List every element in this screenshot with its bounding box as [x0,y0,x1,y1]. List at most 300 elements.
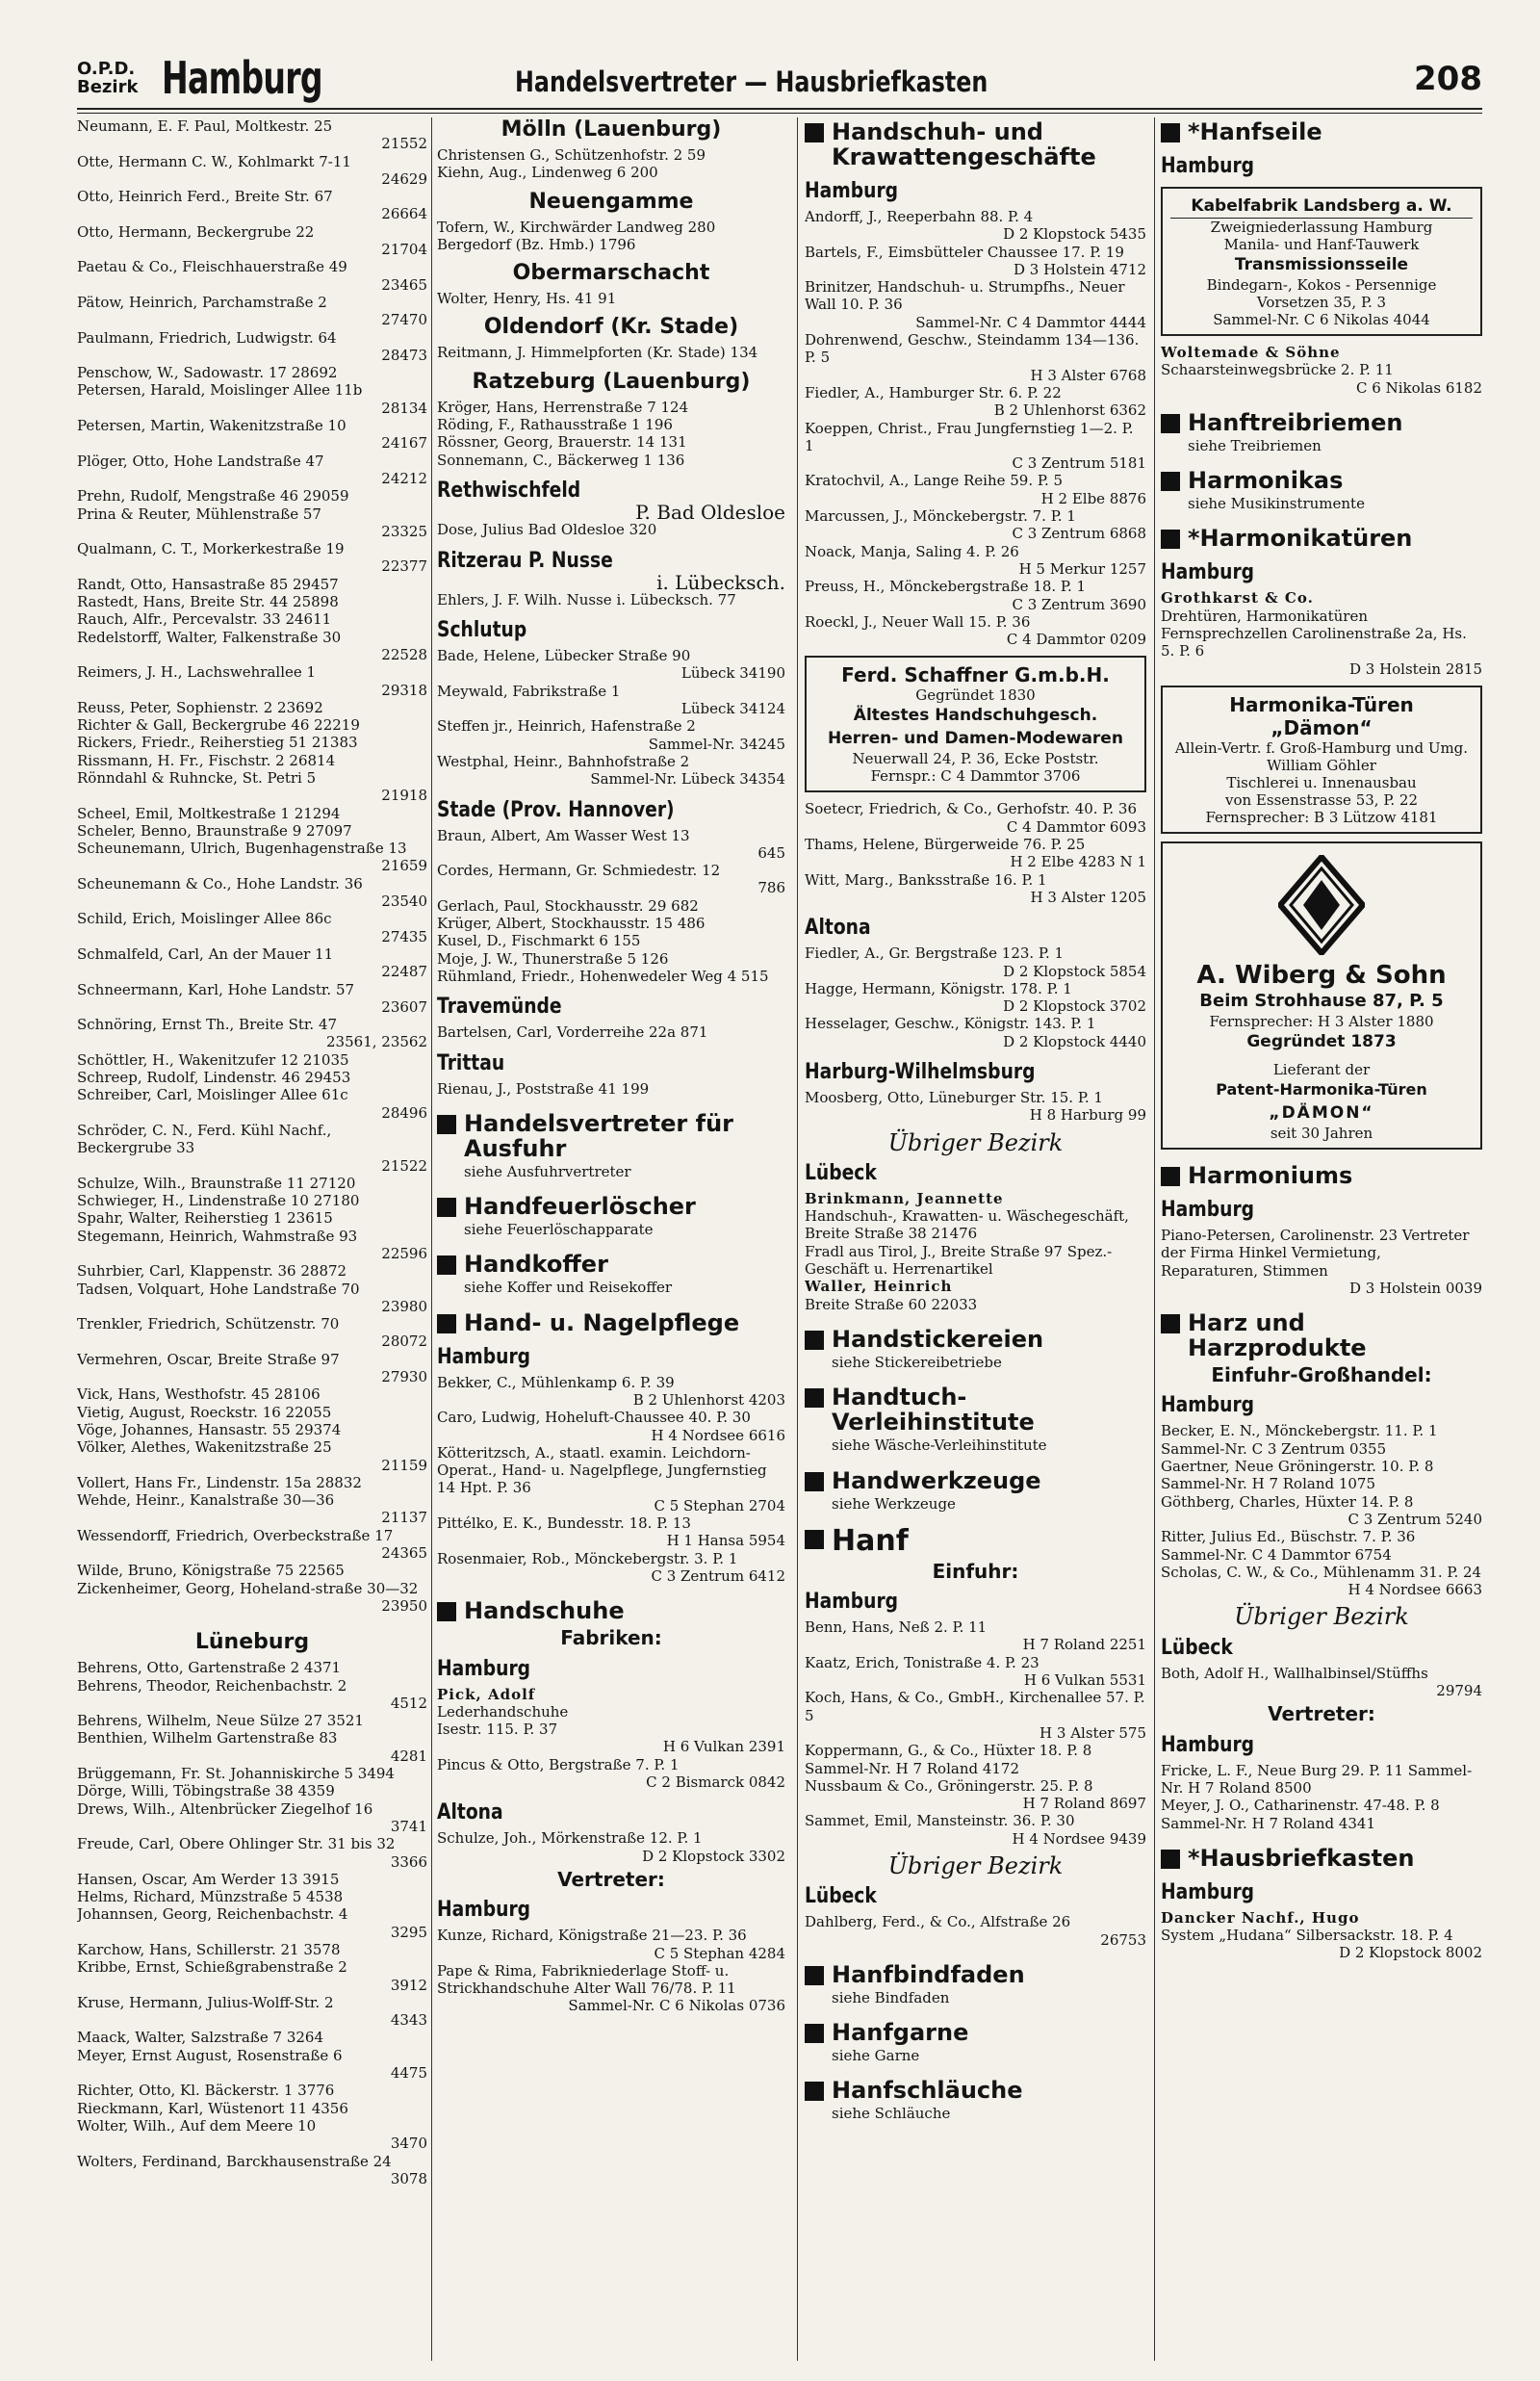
listing-entry [805,1742,1146,1777]
bullet-square-icon [1161,1314,1180,1333]
phone-number: H 1 Hansa 5954 [666,1532,785,1550]
listing-entry [77,805,427,822]
listing-entry [1161,344,1482,361]
entry-text: Vick, Hans, Westhofstr. 45 28106 [77,1385,321,1404]
location-heading: Hamburg [437,1656,531,1681]
entry-text: Piano-Petersen, Carolinenstr. 23 Vertreter der Firma Hinkel Vermietung, Reparaturen, Stimmen [1161,1226,1470,1280]
phone-number: 21552 [381,135,427,153]
entry-text: Bartels, F., Eimsbütteler Chaussee 17. P. 19 [805,243,1124,261]
phone-number: 22528 [381,645,427,663]
entry-text: Ehlers, J. F. Wilh. Nusse i. Lübecksch. 77 [437,590,736,608]
listing-entry [77,1016,427,1051]
listing-entry [437,1550,785,1586]
listing-entry [77,1580,427,1616]
phone-number: D 3 Holstein 2815 [1348,660,1482,678]
entry-text: Brüggemann, Fr. St. Johanniskirche 5 3494 [77,1765,395,1783]
phone-number: 4475 [390,2064,427,2083]
listing-entry [77,1086,427,1122]
entry-text: Otte, Hermann C. W., Kohlmarkt 7-11 [77,152,351,170]
phone-number: 21522 [381,1156,427,1175]
entry-text: Kratochvil, A., Lange Reihe 59. P. 5 [805,472,1064,490]
entry-text: Richter & Gall, Beckergrube 46 22219 [77,716,360,735]
listing-entry [77,1351,427,1386]
listing-entry [437,416,785,433]
listing-entry [437,1927,785,1962]
listing-entry [77,610,427,628]
location-heading: Ritzerau P. Nusse [437,548,613,573]
location-heading: Ratzeburg (Lauenburg) [472,369,751,394]
listing-entry [77,188,427,223]
entry-text: Wolters, Ferdinand, Barckhausenstraße 24 [77,2152,392,2170]
listing-entries [437,1927,785,2014]
phone-number: Sammel-Nr. C 6 Nikolas 0736 [568,1997,785,2015]
column-3 [805,117,1146,2361]
phone-number: 27435 [381,927,427,945]
location-heading: Stade (Prov. Hannover) [437,797,675,822]
entry-text: Rieckmann, Karl, Wüstenort 11 4356 [77,2099,348,2117]
entry-text: Petersen, Martin, Wakenitzstraße 10 [77,417,346,435]
listing-entry [437,827,785,863]
entry-text: Meywald, Fabrikstraße 1 [437,682,621,700]
phone-number: H 2 Elbe 8876 [1040,489,1146,507]
listing-entry [1161,1909,1482,1927]
listing-entries [805,1618,1146,1848]
entry-text: Bade, Helene, Lübecker Straße 90 [437,647,691,665]
phone-number: C 4 Dammtor 6093 [1006,817,1146,836]
listing-entry [437,932,785,949]
entry-text: Schwieger, H., Lindenstraße 10 27180 [77,1192,360,1210]
listing-entry [805,278,1146,331]
listing-entry [437,968,785,985]
listing-entry [77,1729,427,1765]
entry-text: Moosberg, Otto, Lüneburger Str. 15. P. 1 [805,1088,1103,1106]
phone-number: C 3 Zentrum 5240 [1348,1510,1482,1528]
ad-line: seit 30 Jahren [1270,1124,1373,1142]
entry-text: Rauch, Alfr., Percevalstr. 33 24611 [77,610,332,629]
entry-text: Hansen, Oscar, Am Werder 13 3915 [77,1870,340,1888]
listing-entry [805,945,1146,980]
bullet-square-icon [437,1314,456,1333]
listing-entry [77,2029,427,2046]
entry-text: Koeppen, Christ., Frau Jungfernstieg 1—2. P. 1 [805,419,1134,454]
cross-reference: siehe Treibriemen [1188,436,1322,454]
entry-text: Rissmann, H. Fr., Fischstr. 2 26814 [77,751,336,769]
listing-entries [437,399,785,469]
section-heading: Handelsvertreter für Ausfuhr [437,1111,785,1161]
cross-reference: siehe Garne [832,2047,920,2065]
phone-number: 22487 [381,963,427,981]
entry-text: Neumann, E. F. Paul, Moltkestr. 25 [77,117,333,135]
entry-text: Schmalfeld, Carl, An der Mauer 11 [77,945,334,963]
entry-text: Caro, Ludwig, Hoheluft-Chaussee 40. P. 30 [437,1409,751,1427]
section-heading: Hanftreibriemen [1161,410,1482,435]
location-heading: Hamburg [1161,1197,1255,1222]
entry-text: Plöger, Otto, Hohe Landstraße 47 [77,452,324,470]
entry-text: Penschow, W., Sadowastr. 17 28692 [77,364,338,382]
phone-number: B 2 Uhlenhorst 4203 [632,1390,785,1409]
location-heading: Hamburg [1161,1393,1255,1418]
location-heading: Hamburg [437,1344,531,1369]
listing-entry [77,1677,427,1713]
listing-entry [77,505,427,541]
entry-text: Cordes, Hermann, Gr. Schmiedestr. 12 [437,862,721,880]
listing-entries [1161,1227,1482,1297]
phone-number: D 2 Klopstock 5435 [1003,225,1146,244]
region-heading: Übriger Bezirk [1234,1603,1409,1631]
listing-entry [437,1721,785,1756]
entry-text: Vermehren, Oscar, Breite Straße 97 [77,1350,340,1368]
location-heading: Rethwischfeld [437,478,581,503]
listing-entry [1161,589,1482,607]
entry-text: Schulze, Joh., Mörkenstraße 12. P. 1 [437,1829,703,1848]
entry-text: Schild, Erich, Moislinger Allee 86c [77,910,332,928]
entry-text: Bekker, C., Mühlenkamp 6. P. 39 [437,1373,675,1391]
listing-entry [77,381,427,417]
ad-line: „Dämon“ [1270,715,1373,739]
location-heading: Lüneburg [194,1630,310,1655]
entry-text: Rössner, Georg, Brauerstr. 14 131 [437,433,687,452]
listing-entry [437,1962,785,2015]
listing-entries [437,1023,785,1041]
listing-entry [805,420,1146,473]
listing-entry [77,1192,427,1209]
ad-line: Gegründet 1873 [1246,1031,1397,1051]
listing-entry [437,915,785,932]
ad-line: Bindegarn-, Kokos - Persennige [1206,276,1437,294]
listing-entry [437,862,785,897]
entry-text: Meyer, J. O., Catharinenstr. 47-48. P. 8 Sammel-Nr. H 7 Roland 4341 [1161,1797,1440,1832]
section-heading: Harz und Harzprodukte [1161,1310,1482,1360]
listing-entry [77,1122,427,1175]
listing-entry [77,752,427,769]
location-heading: Lübeck [805,1160,877,1185]
listing-entry [77,294,427,329]
subheading: Vertreter: [1268,1702,1375,1726]
entry-text: Ritter, Julius Ed., Büschstr. 7. P. 36 Sammel-Nr. C 4 Dammtor 6754 [1161,1528,1416,1564]
listing-entry [77,593,427,610]
entry-text: Dancker Nachf., Hugo [1161,1908,1360,1927]
ad-line: Herren- und Damen-Modewaren [828,729,1123,749]
phone-number: 23465 [381,275,427,294]
listing-entry [437,1756,785,1792]
phone-number: 3078 [390,2169,427,2187]
entry-text: Scheel, Emil, Moltkestraße 1 21294 [77,804,341,822]
listing-entry [77,734,427,751]
bullet-square-icon [805,2024,824,2043]
page-number: 208 [1414,60,1482,98]
phone-number: 27470 [381,311,427,329]
listing-entry [77,1209,427,1227]
listing-entry [77,258,427,294]
listing-entry [77,576,427,593]
listing-entry [805,472,1146,507]
entry-text: Rickers, Friedr., Reiherstieg 51 21383 [77,734,358,752]
entry-text: Pätow, Heinrich, Parchamstraße 2 [77,293,327,311]
phone-number: H 6 Vulkan 2391 [662,1738,785,1756]
location-heading: Hamburg [805,1590,899,1615]
ad-line: Beim Strohhause 87, P. 5 [1199,990,1444,1011]
phone-number: 22596 [381,1245,427,1262]
subheading: Fabriken: [560,1626,662,1650]
listing-entry [77,629,427,664]
section-heading: Handschuh- und Krawattengeschäfte [805,119,1146,169]
listing-entry [805,613,1146,649]
listing-entry [77,840,427,875]
phone-number: 28134 [381,399,427,417]
entry-text: Schulze, Wilh., Braunstraße 11 27120 [77,1174,356,1192]
section-heading: Harmonikas [1161,468,1482,493]
entry-text: Hagge, Hermann, Königstr. 178. P. 1 [805,979,1072,997]
entry-text: Kötteritzsch, A., staatl. examin. Leichdorn-Operat., Hand- u. Nagelpflege, Jungfernstieg 14 Hpt. P. 36 [437,1443,767,1497]
phone-number: 29794 [1436,1682,1482,1700]
phone-number: 23950 [381,1596,427,1615]
listing-entry [437,950,785,968]
column-divider [797,117,798,2361]
cross-reference: siehe Musikinstrumente [1188,495,1365,513]
listing-entries [805,945,1146,1050]
listing-entries [437,219,785,254]
entry-text: Göthberg, Charles, Hüxter 14. P. 8 [1161,1492,1414,1511]
entry-text: Becker, E. N., Mönckebergstr. 11. P. 1 Sammel-Nr. C 3 Zentrum 0355 [1161,1422,1438,1458]
listing-entry [1161,1227,1482,1297]
phone-number: 28473 [381,346,427,364]
cross-reference: siehe Ausfuhrvertreter [464,1162,631,1180]
listing-entries [805,208,1146,648]
region-heading: Übriger Bezirk [887,1128,1064,1156]
listing-entry [77,1438,427,1474]
listing-entry [77,364,427,381]
entry-text: Otto, Hermann, Beckergrube 22 [77,222,315,241]
entry-text: Handschuh-, Krawatten- u. Wäschegeschäft, Breite Straße 38 21476 [805,1207,1129,1243]
listing-entry [805,507,1146,543]
entry-text: Otto, Heinrich Ferd., Breite Str. 67 [77,188,333,206]
entry-text: Drehtüren, Harmonikatüren Fernsprechzellen Carolinenstraße 2a, Hs. 5. P. 6 [1161,607,1467,660]
listing-entries [437,521,785,538]
entry-text: Karchow, Hans, Schillerstr. 21 3578 [77,1940,341,1958]
entry-text: Behrens, Otto, Gartenstraße 2 4371 [77,1659,342,1677]
listing-entry [77,981,427,1017]
listing-entry [437,433,785,451]
listing-entries [437,146,785,182]
entry-text: Woltemade & Söhne [1161,344,1341,361]
listing-entries [1161,344,1482,397]
entry-text: Trenkler, Friedrich, Schützenstr. 70 [77,1315,340,1333]
entry-text: Brinitzer, Handschuh- u. Strumpfhs., Neuer Wall 10. P. 36 [805,278,1125,314]
listing-entries [1161,1909,1482,1962]
entry-text: Vöge, Johannes, Hansastr. 55 29374 [77,1420,342,1438]
listing-entry [1161,1422,1482,1458]
listing-entries [437,290,785,307]
entry-text: Johannsen, Georg, Reichenbachstr. 4 [77,1905,348,1924]
phone-number: 28072 [381,1333,427,1351]
listing-entry [1161,1458,1482,1493]
section-heading: Handtuch-Verleihinstitute [805,1385,1146,1435]
entry-text: Scheunemann & Co., Hohe Landstr. 36 [77,874,363,893]
advertisement-schaffner [805,656,1146,792]
listing-entry [77,716,427,734]
entry-text: Waller, Heinrich [805,1278,953,1296]
entry-text: Benthien, Wilhelm Gartenstraße 83 [77,1729,338,1747]
entry-text: Krüger, Albert, Stockhausstr. 15 486 [437,915,706,933]
bullet-square-icon [437,1255,456,1275]
listing-entry [805,1207,1146,1243]
listing-entries [805,1089,1146,1125]
listing-entry [437,219,785,254]
column-1 [77,117,427,2361]
column-4 [1161,117,1482,2361]
ad-line: Harmonika-Türen [1229,692,1414,716]
entry-text: Fiedler, A., Hamburger Str. 6. P. 22 [805,383,1062,401]
listing-entry [437,344,785,361]
listing-entry [77,153,427,189]
listing-entry [77,1782,427,1799]
column-2 [437,117,785,2361]
listing-entry [77,1404,427,1421]
entry-text: Kröger, Hans, Herrenstraße 7 124 [437,398,689,416]
ad-line: Tischlerei u. Innenausbau [1226,773,1417,791]
section-heading: Handwerkzeuge [805,1468,1146,1493]
entry-text: Scholas, C. W., & Co., Mühlenamm 31. P. 24 [1161,1563,1482,1581]
cross-reference: siehe Schläuche [832,2105,951,2123]
entry-text: Gaertner, Neue Gröningerstr. 10. P. 8 Sammel-Nr. H 7 Roland 1075 [1161,1458,1434,1493]
location-heading: Altona [805,916,871,941]
section-heading: Handstickereien [805,1327,1146,1352]
entry-text: Redelstorff, Walter, Falkenstraße 30 [77,628,342,646]
listing-entries [1161,1422,1482,1598]
listing-entries [437,591,785,608]
listing-entry [437,290,785,307]
phone-number: D 3 Holstein 4712 [1013,260,1146,278]
listing-entry [805,1089,1146,1125]
bullet-square-icon [805,1331,824,1350]
entry-text: Kribbe, Ernst, Schießgrabenstraße 2 [77,1958,347,1977]
listing-entry [77,910,427,945]
phone-number: 4343 [390,2011,427,2030]
entry-text: Zickenheimer, Georg, Hoheland-straße 30—32 [77,1579,419,1597]
entry-text: Kusel, D., Fischmarkt 6 155 [437,932,641,950]
phone-number: 22377 [381,557,427,576]
phone-number: 3912 [390,1976,427,1994]
entry-text: Dohrenwend, Geschw., Steindamm 134—136. P. 5 [805,331,1140,367]
phone-number: B 2 Uhlenhorst 6362 [993,401,1146,420]
listing-entry [77,2117,427,2153]
advertisement-daemon [1161,686,1482,834]
subheading: Einfuhr-Großhandel: [1211,1363,1432,1387]
listing-entry [437,146,785,164]
listing-entry [805,1913,1146,1949]
entry-text: Dörge, Willi, Töbingstraße 38 4359 [77,1782,335,1800]
entry-text: Rühmland, Friedr., Hohenwedeler Weg 4 515 [437,967,769,985]
phone-number: 23325 [381,522,427,540]
phone-number: D 2 Klopstock 3302 [642,1847,785,1865]
listing-entry [437,164,785,181]
entry-text: Randt, Otto, Hansastraße 85 29457 [77,575,339,593]
phone-number: C 6 Nikolas 6182 [1356,378,1482,397]
phone-number: C 2 Bismarck 0842 [646,1773,785,1792]
entry-text: Reuss, Peter, Sophienstr. 2 23692 [77,698,323,716]
listing-entry [77,1941,427,1958]
listing-entry [1161,1493,1482,1529]
location-heading: Hamburg [1161,1732,1255,1757]
listing-entries [437,1829,785,1865]
listing-entry [77,1228,427,1263]
entry-text: Tofern, W., Kirchwärder Landweg 280 Bergedorf (Bz. Hmb.) 1796 [437,218,716,253]
entry-text: Fiedler, A., Gr. Bergstraße 123. P. 1 [805,945,1065,963]
entry-text: Gerlach, Paul, Stockhausstr. 29 682 [437,896,699,915]
entry-text: Scheler, Benno, Braunstraße 9 27097 [77,821,352,840]
listing-entry [77,875,427,911]
entry-text: Kiehn, Aug., Lindenweg 6 200 [437,164,658,182]
listing-entry [805,543,1146,579]
entry-text: Witt, Marg., Banksstraße 16. P. 1 [805,870,1047,889]
listing-entry [1161,1762,1482,1798]
listing-entries [437,1686,785,1792]
listing-entry [77,1421,427,1438]
location-heading: Trittau [437,1050,505,1075]
listing-entry [1161,1927,1482,1962]
ad-line: Manila- und Hanf-Tauwerk [1223,236,1420,253]
listing-entry [437,1444,785,1514]
listing-entry [437,897,785,915]
listing-entry [77,1958,427,1994]
listing-entry [1161,1797,1482,1832]
listing-entries [437,827,785,986]
entry-text: Wessendorff, Friedrich, Overbeckstraße 17 [77,1526,394,1544]
bullet-square-icon [805,2082,824,2101]
phone-number: Lübeck 34190 [680,664,785,683]
listing-entry [77,769,427,805]
listing-entry [77,223,427,259]
listing-entry [77,1994,427,2030]
section-heading: Hanfschläuche [805,2078,1146,2103]
listing-entry [77,1051,427,1069]
entry-text: Röding, F., Rathausstraße 1 196 [437,416,673,434]
bullet-square-icon [1161,414,1180,433]
entry-text: Spahr, Walter, Reiherstieg 1 23615 [77,1209,333,1228]
entry-text: Schaarsteinwegsbrücke 2. P. 11 [1161,361,1394,379]
entry-text: Andorff, J., Reeperbahn 88. P. 4 [805,208,1034,225]
entry-text: Petersen, Harald, Moislinger Allee 11b [77,381,363,400]
phone-number: Sammel-Nr. Lübeck 34354 [590,770,785,789]
phone-number: 26753 [1100,1930,1146,1949]
listing-entries [77,1659,427,2187]
listing-entry [77,2153,427,2188]
phone-number: 21704 [381,241,427,259]
listing-entry [805,1777,1146,1813]
listing-entry [77,1905,427,1941]
phone-number: 4512 [390,1694,427,1712]
listing-entry [77,1069,427,1086]
listing-entry [437,1409,785,1444]
ad-line: Zweigniederlassung Hamburg [1210,219,1433,236]
ad-company-name: Ferd. Schaffner G.m.b.H. [841,663,1110,687]
entry-text: Drews, Wilh., Altenbrücker Ziegelhof 16 [77,1799,373,1818]
ad-line: Neuerwall 24, P. 36, Ecke Poststr. [852,750,1099,768]
listing-entry [805,800,1146,836]
phone-number: 24212 [381,469,427,487]
phone-number: 21137 [381,1509,427,1527]
listing-entry [77,453,427,488]
location-heading: Lübeck [1161,1635,1233,1660]
listing-entry [805,1654,1146,1690]
listing-entry [77,1765,427,1782]
entry-text: Koppermann, G., & Co., Hüxter 18. P. 8 Sammel-Nr. H 7 Roland 4172 [805,1742,1092,1777]
bullet-square-icon [437,1115,456,1134]
listing-entry [805,1296,1146,1313]
phone-number: 3470 [390,2135,427,2153]
listing-entry [77,663,427,699]
entry-text: Koch, Hans, & Co., GmbH., Kirchenallee 57. P. 5 [805,1689,1145,1724]
